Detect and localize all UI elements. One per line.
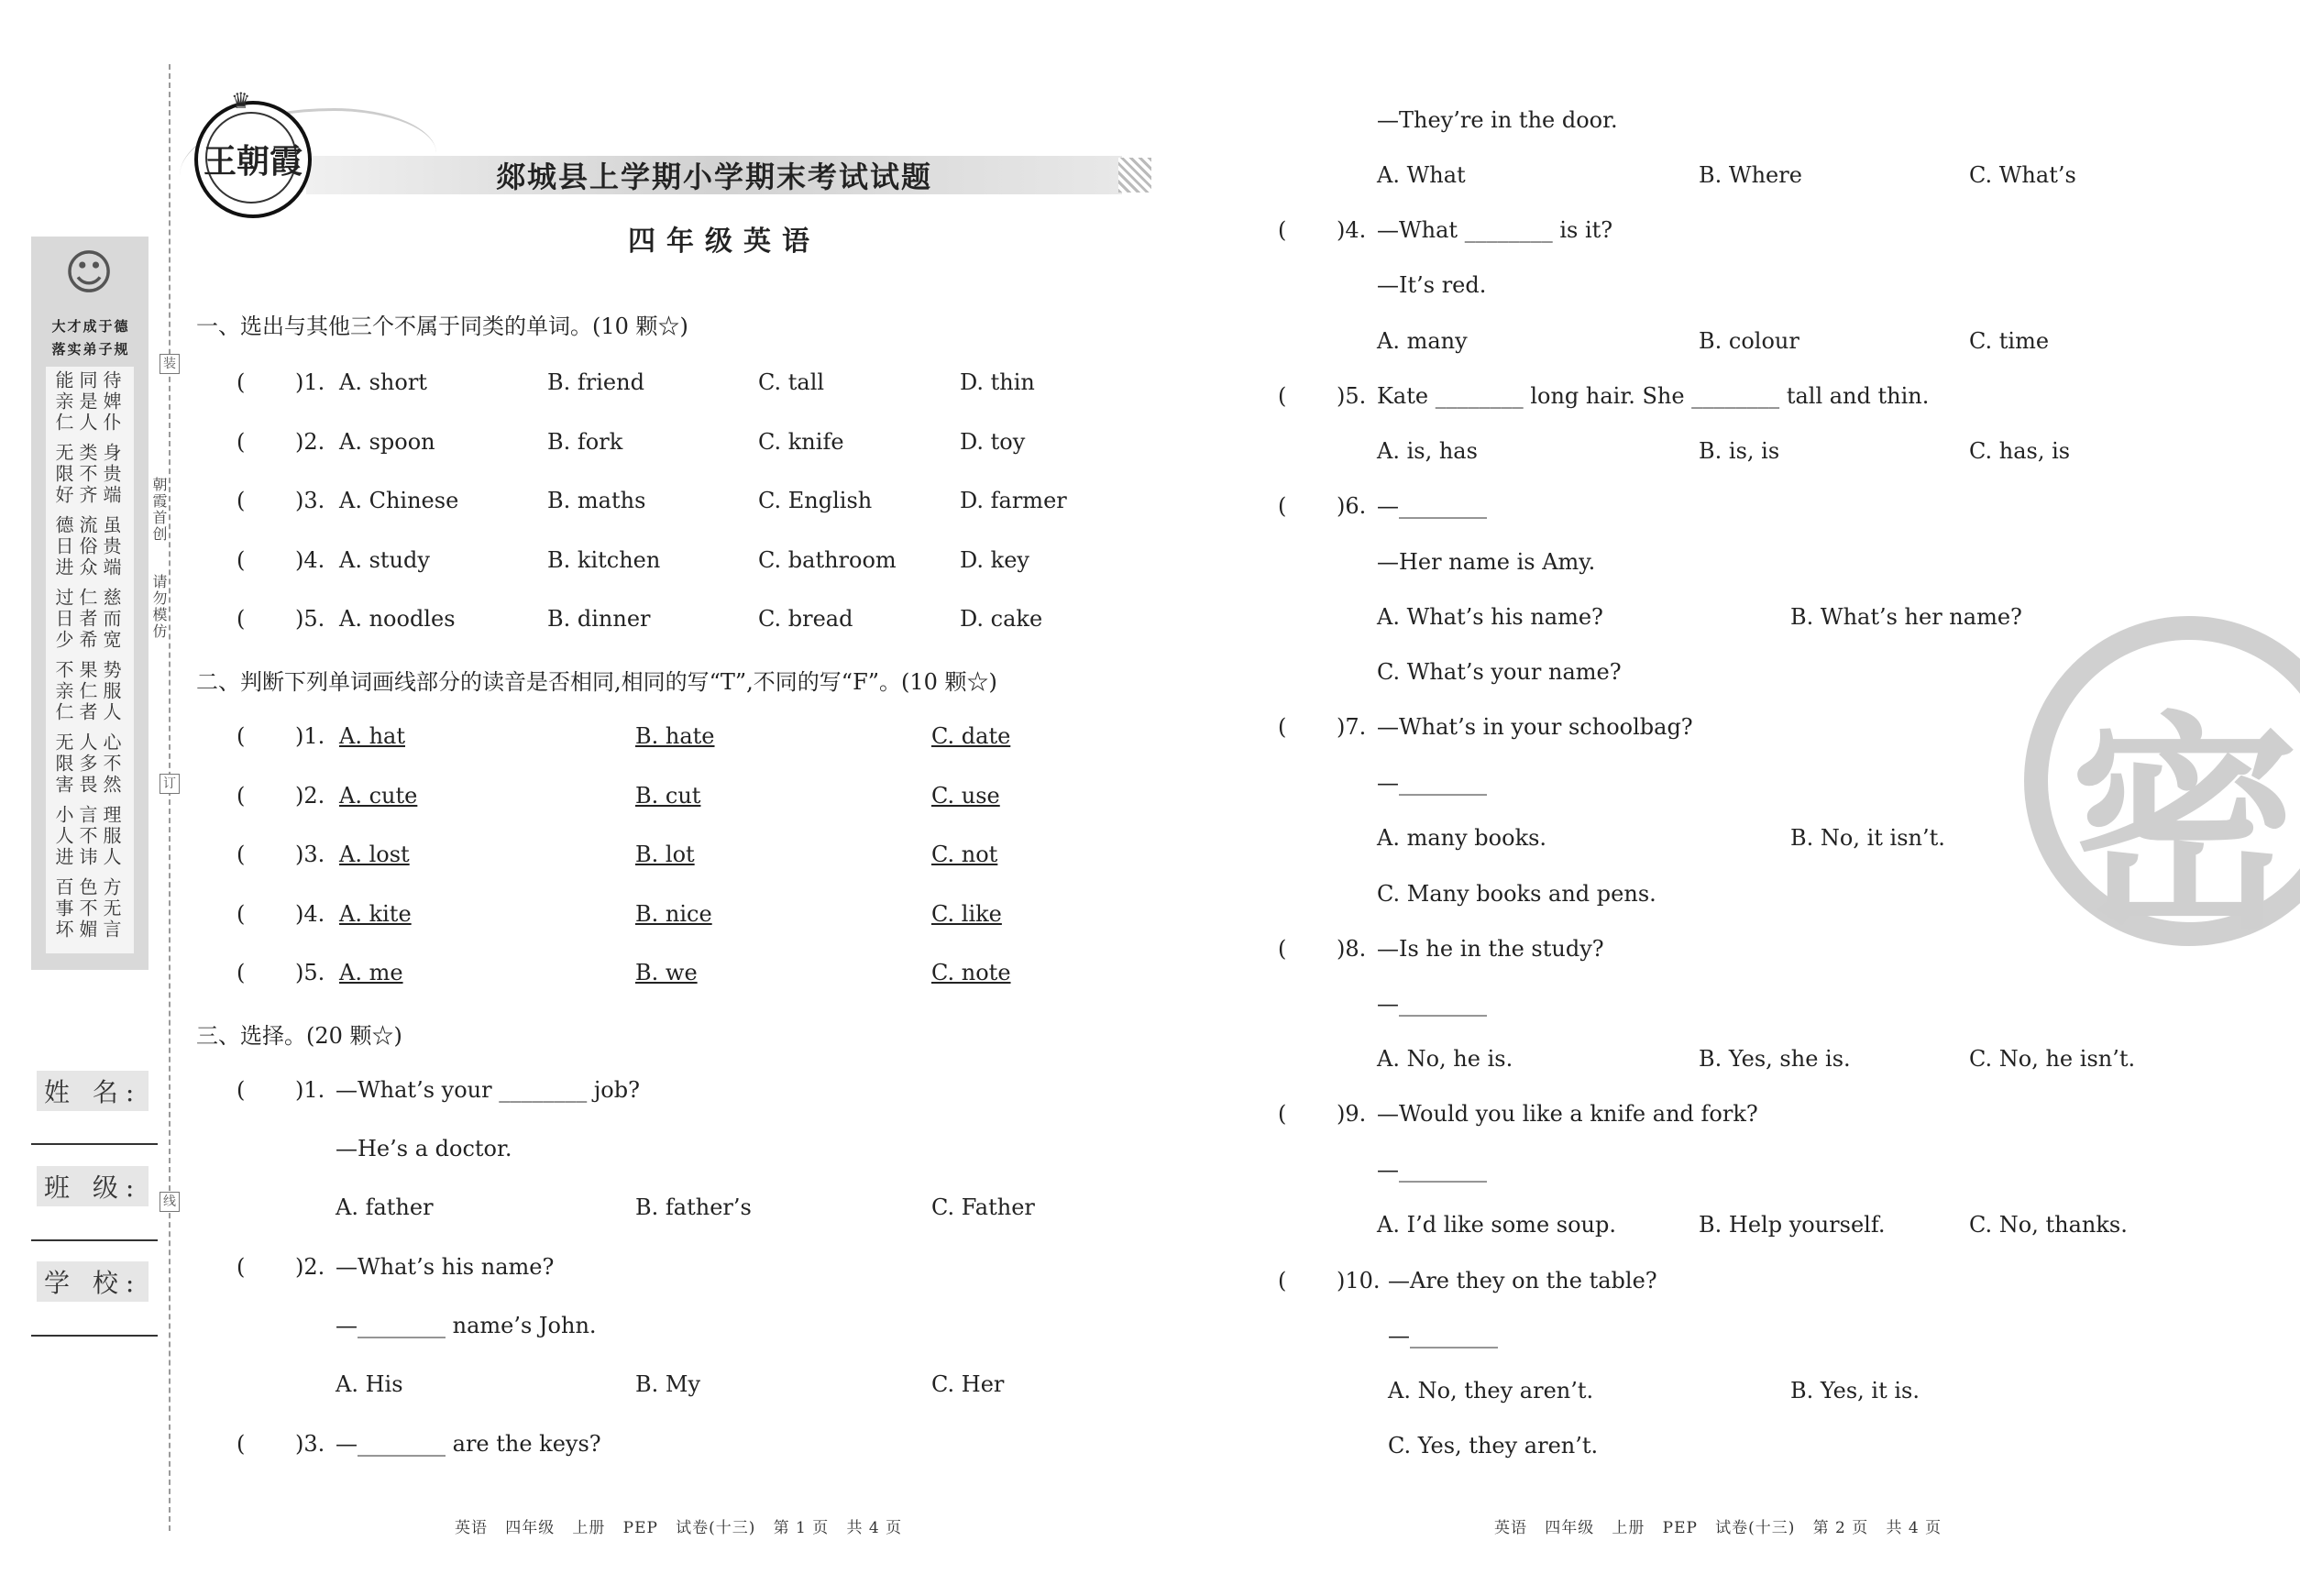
binding-mark-1: 装: [160, 354, 180, 374]
option-b: B. Yes, it is.: [1790, 1378, 1920, 1403]
school-label: 学 校:: [37, 1261, 149, 1302]
option-b: B. My: [635, 1371, 701, 1397]
class-field[interactable]: [31, 1239, 158, 1241]
motto-line-2: 落实弟子规: [51, 341, 130, 358]
question-number: )5.: [295, 606, 325, 632]
option-c: C. tall: [758, 369, 825, 395]
crown-icon: ♛: [231, 88, 251, 114]
option-b: B. kitchen: [547, 546, 661, 573]
question-reply: —He’s a doctor.: [336, 1136, 512, 1161]
option-d: D. cake: [960, 606, 1043, 632]
answer-paren[interactable]: (: [1278, 217, 1287, 243]
question-reply: —Her name is Amy.: [1377, 549, 1596, 575]
question-reply: —________: [1377, 1157, 1487, 1183]
question-number: )4.: [295, 900, 325, 927]
answer-paren[interactable]: (: [237, 428, 246, 455]
question-number: )2.: [295, 782, 325, 809]
option-a: A. What: [1377, 162, 1466, 188]
question-reply: —________: [1377, 991, 1487, 1017]
question-number: )2.: [295, 428, 325, 455]
option-c: C. Yes, they aren’t.: [1388, 1433, 1599, 1458]
answer-paren[interactable]: (: [237, 782, 246, 809]
option-b: B. colour: [1699, 328, 1799, 354]
answer-paren[interactable]: (: [1278, 1101, 1287, 1127]
option-a: A. many: [1377, 328, 1468, 354]
answer-paren[interactable]: (: [237, 1077, 246, 1103]
question-number: )3.: [295, 1431, 325, 1457]
question-number: )1.: [295, 369, 325, 395]
rule-column: 不亲仁: [52, 660, 74, 723]
option-d: D. thin: [960, 369, 1035, 395]
option-b: B. father’s: [635, 1194, 752, 1220]
answer-paren[interactable]: (: [237, 1431, 246, 1457]
question-stem: —________: [1377, 493, 1487, 519]
answer-paren[interactable]: (: [237, 488, 246, 513]
question-number: )3.: [295, 842, 325, 867]
rule-column: 理服人: [100, 805, 122, 868]
question-number: )3.: [295, 488, 325, 513]
option-a: A. No, they aren’t.: [1388, 1378, 1594, 1403]
rule-column: 待婢仆: [100, 370, 122, 434]
question-reply: —________ name’s John.: [336, 1313, 597, 1338]
option-c: C. What’s your name?: [1377, 659, 1622, 685]
question-reply: —________: [1377, 770, 1487, 796]
option-a: A. noodles: [339, 606, 456, 632]
rule-column: 能亲仁: [52, 370, 74, 434]
brand-logo-text: 王朝霞: [203, 142, 303, 181]
rule-column: 德日进: [52, 515, 74, 578]
question-stem: —Would you like a knife and fork?: [1377, 1101, 1758, 1127]
question-number: )4.: [295, 546, 325, 573]
rule-column: 虽贵端: [100, 515, 122, 578]
section3-heading: 三、选择。(20 颗☆): [196, 1023, 402, 1049]
option-b: B. dinner: [547, 606, 651, 632]
answer-paren[interactable]: (: [237, 606, 246, 632]
option-c: C. note: [931, 960, 1011, 985]
question-number: )2.: [295, 1254, 325, 1280]
answer-paren[interactable]: (: [1278, 493, 1287, 519]
option-b: B. What’s her name?: [1790, 604, 2022, 630]
option-c: C. Many books and pens.: [1377, 881, 1656, 907]
option-a: A. No, he is.: [1377, 1046, 1513, 1072]
answer-paren[interactable]: (: [1278, 714, 1287, 740]
question-stem: —________ are the keys?: [336, 1431, 601, 1457]
option-c: C. No, he isn’t.: [1969, 1046, 2136, 1072]
rule-column: 言不讳: [76, 805, 98, 868]
option-b: B. we: [635, 960, 698, 985]
option-b: B. fork: [547, 428, 623, 455]
class-label: 班 级:: [37, 1166, 149, 1206]
option-c: C. time: [1969, 328, 2050, 354]
option-b: B. Where: [1699, 162, 1802, 188]
section1-heading: 一、选出与其他三个不属于同类的单词。(10 颗☆): [196, 314, 688, 339]
option-a: A. study: [339, 546, 430, 573]
option-b: B. cut: [635, 782, 701, 809]
vertical-note-2: 请勿模仿: [150, 574, 168, 640]
question-number: )7.: [1337, 714, 1367, 740]
rule-column: 无限害: [52, 732, 74, 796]
answer-paren[interactable]: (: [237, 842, 246, 867]
exam-title: 郯城县上学期小学期末考试试题: [495, 160, 932, 194]
option-d: D. toy: [960, 428, 1026, 455]
option-a: A. cute: [339, 782, 418, 809]
answer-paren[interactable]: (: [237, 900, 246, 927]
option-c: C. knife: [758, 428, 844, 455]
option-a: A. spoon: [339, 428, 435, 455]
question-number: )1.: [295, 723, 325, 749]
option-c: C. use: [931, 782, 1000, 809]
vertical-note-1: 朝霞首创: [150, 477, 168, 543]
option-b: B. friend: [547, 369, 644, 395]
footer-page-1: 英语 四年级 上册 PEP 试卷(十三) 第 1 页 共 4 页: [455, 1519, 903, 1537]
question-number: )9.: [1337, 1101, 1367, 1127]
option-c: C. has, is: [1969, 438, 2071, 464]
option-b: B. lot: [635, 842, 695, 867]
answer-paren[interactable]: (: [1278, 936, 1287, 962]
option-c: C. bathroom: [758, 546, 897, 573]
rules-grid: [53, 370, 130, 948]
question-number: )10.: [1337, 1268, 1381, 1293]
option-b: B. maths: [547, 488, 646, 513]
option-b: B. nice: [635, 900, 712, 927]
option-d: D. key: [960, 546, 1029, 573]
question-stem: —What’s his name?: [336, 1254, 555, 1280]
question-stem: —Is he in the study?: [1377, 936, 1604, 962]
rule-column: 人多畏: [76, 732, 98, 796]
question-stem: Kate ________ long hair. She ________ tall and thin.: [1377, 383, 1930, 409]
option-c: C. date: [931, 723, 1011, 749]
rule-column: 方无言: [100, 877, 122, 941]
option-b: B. hate: [635, 723, 715, 749]
option-a: A. many books.: [1377, 825, 1547, 851]
rule-column: 类不齐: [76, 443, 98, 506]
rule-column: 势服人: [100, 660, 122, 723]
rule-column: 无限好: [52, 443, 74, 506]
question-stem: —What’s your ________ job?: [336, 1077, 640, 1103]
question-number: )5.: [295, 960, 325, 985]
answer-paren[interactable]: (: [237, 723, 246, 749]
option-a: A. hat: [339, 723, 405, 749]
question-number: )4.: [1337, 217, 1367, 243]
option-a: A. Chinese: [339, 488, 459, 513]
option-c: C. English: [758, 488, 873, 513]
binding-mark-3: 线: [160, 1192, 180, 1212]
rule-column: 心不然: [100, 732, 122, 796]
option-c: C. like: [931, 900, 1002, 927]
motto-line-1: 大才成于德: [51, 318, 130, 335]
name-field[interactable]: [31, 1143, 158, 1145]
option-b: B. Yes, she is.: [1699, 1046, 1851, 1072]
rule-column: 慈而宽: [100, 588, 122, 651]
rule-column: 百事坏: [52, 877, 74, 941]
option-c: C. Her: [931, 1371, 1005, 1397]
rule-column: 过日少: [52, 588, 74, 651]
question-reply: —________: [1388, 1323, 1498, 1348]
section2-heading: 二、判断下列单词画线部分的读音是否相同,相同的写“T”,不同的写“F”。(10 颗☆): [196, 669, 997, 695]
binding-dashed-line: [169, 64, 171, 1531]
option-c: C. not: [931, 842, 998, 867]
option-a: A. His: [336, 1371, 403, 1397]
question-number: )1.: [295, 1077, 325, 1103]
answer-paren[interactable]: (: [1278, 383, 1287, 409]
option-b: B. is, is: [1699, 438, 1780, 464]
rule-column: 流俗众: [76, 515, 98, 578]
answer-paren[interactable]: (: [237, 960, 246, 985]
rule-column: 果仁者: [76, 660, 98, 723]
option-a: A. me: [339, 960, 403, 985]
question-reply: —It’s red.: [1377, 272, 1487, 298]
question-number: )8.: [1337, 936, 1367, 962]
rule-column: 小人进: [52, 805, 74, 868]
confidential-stamp-char: 密: [2070, 690, 2299, 960]
question-number: )5.: [1337, 383, 1367, 409]
question-number: )6.: [1337, 493, 1367, 519]
scholar-figure-icon: ☺: [63, 246, 115, 301]
footer-page-2: 英语 四年级 上册 PEP 试卷(十三) 第 2 页 共 4 页: [1494, 1519, 1942, 1537]
option-b: B. No, it isn’t.: [1790, 825, 1945, 851]
option-a: A. I’d like some soup.: [1377, 1212, 1616, 1238]
option-a: A. What’s his name?: [1377, 604, 1603, 630]
name-label: 姓 名:: [37, 1071, 149, 1111]
option-a: A. father: [336, 1194, 434, 1220]
answer-paren[interactable]: (: [237, 1254, 246, 1280]
option-c: C. What’s: [1969, 162, 2076, 188]
rule-column: 色不媚: [76, 877, 98, 941]
option-c: C. Father: [931, 1194, 1035, 1220]
option-c: C. bread: [758, 606, 853, 632]
rule-column: 同是人: [76, 370, 98, 434]
option-a: A. is, has: [1377, 438, 1478, 464]
option-a: A. kite: [339, 900, 412, 927]
question-stem: —Are they on the table?: [1388, 1268, 1657, 1293]
option-a: A. lost: [339, 842, 410, 867]
question-stem: —What’s in your schoolbag?: [1377, 714, 1693, 740]
answer-paren[interactable]: (: [237, 369, 246, 395]
banner-dots: [1118, 158, 1151, 193]
question-reply: —They’re in the door.: [1377, 107, 1618, 133]
option-b: B. Help yourself.: [1699, 1212, 1886, 1238]
option-d: D. farmer: [960, 488, 1067, 513]
option-a: A. short: [339, 369, 427, 395]
answer-paren[interactable]: (: [237, 546, 246, 573]
exam-subtitle: 四年级英语: [628, 226, 820, 258]
question-stem: —What ________ is it?: [1377, 217, 1613, 243]
option-c: C. No, thanks.: [1969, 1212, 2128, 1238]
school-field[interactable]: [31, 1335, 158, 1337]
rule-column: 身贵端: [100, 443, 122, 506]
answer-paren[interactable]: (: [1278, 1268, 1287, 1293]
rule-column: 仁者希: [76, 588, 98, 651]
binding-mark-2: 订: [160, 774, 180, 794]
